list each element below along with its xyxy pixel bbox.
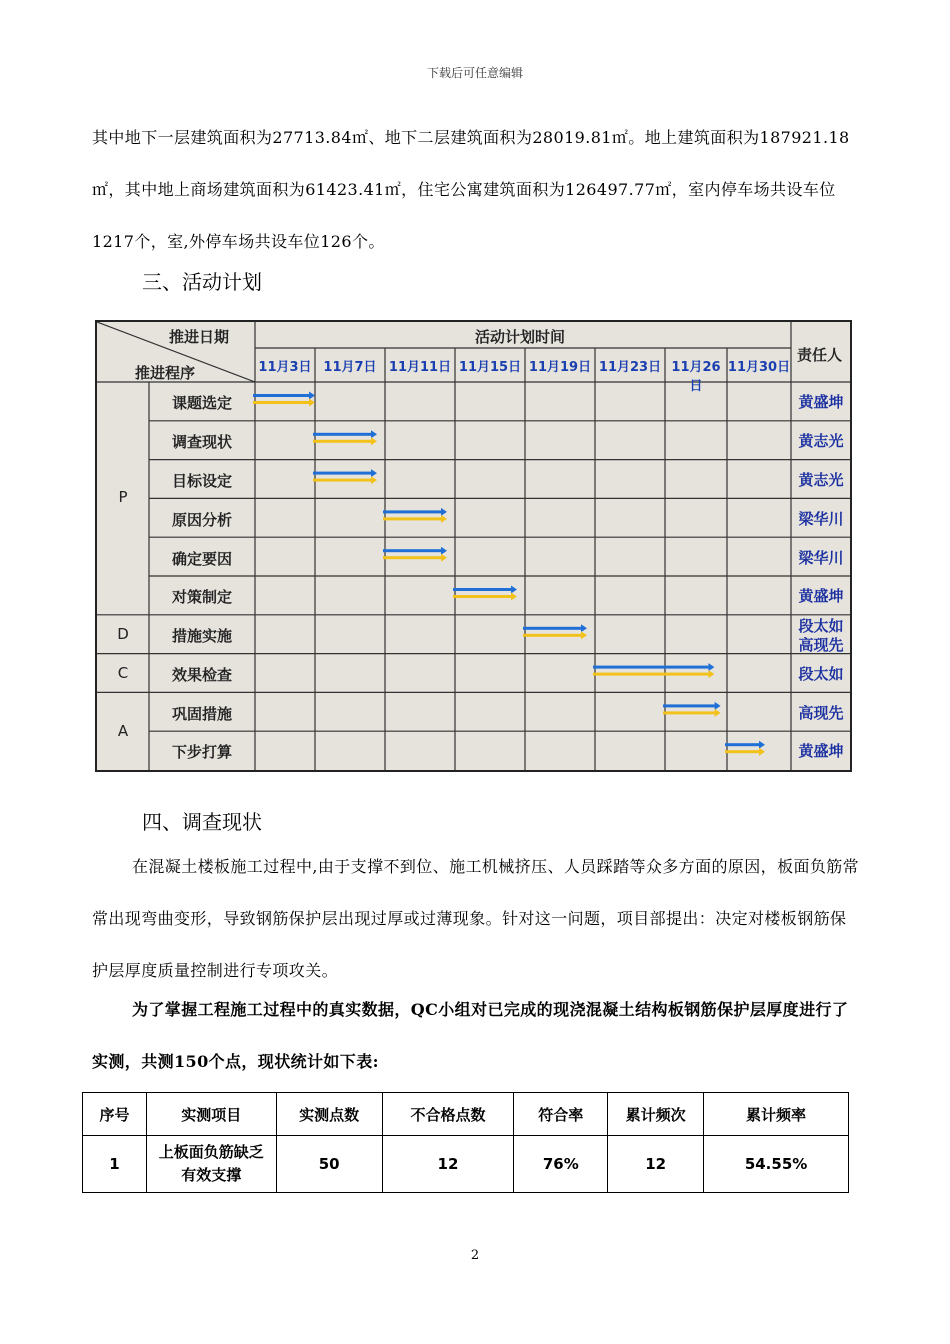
actual-bar-arrowhead <box>759 748 765 756</box>
plan-bar <box>313 472 371 475</box>
table-cell: 上板面负筋缺乏有效支撑 <box>146 1136 276 1193</box>
actual-bar-arrowhead <box>309 399 315 407</box>
table-header-cell: 实测项目 <box>146 1093 276 1136</box>
phase-d: D <box>117 625 129 643</box>
owner-name: 高现先 <box>798 636 844 654</box>
corner-top-label: 推进日期 <box>169 328 230 346</box>
table-header-cell: 符合率 <box>514 1093 608 1136</box>
task-label: 对策制定 <box>171 588 232 606</box>
plan-bar <box>453 588 511 591</box>
phase-c: C <box>117 664 129 682</box>
owner-name: 黄盛坤 <box>798 742 844 760</box>
task-label: 目标设定 <box>171 472 232 490</box>
task-label: 下步打算 <box>171 743 232 761</box>
date-header: 11月7日 <box>323 360 377 375</box>
owner-name: 段太如 <box>798 617 844 635</box>
actual-bar-arrowhead <box>441 554 447 562</box>
owner-name: 黄志光 <box>798 432 844 450</box>
table-header-cell: 序号 <box>83 1093 147 1136</box>
phase-p: P <box>118 488 128 506</box>
plan-bar-arrowhead <box>759 741 765 749</box>
actual-bar-arrowhead <box>371 476 377 484</box>
date-header: 11月15日 <box>458 360 522 375</box>
paragraph-2: 在混凝土楼板施工过程中,由于支撑不到位、施工机械挤压、人员踩踏等众多方面的原因，板面负筋常常出现弯曲变形，导致钢筋保护层出现过厚或过薄现象。针对这一问题，项目部提出：决定对楼板钢筋保护层厚度质量控制进行专项攻关。 <box>92 857 860 980</box>
task-label: 课题选定 <box>171 394 232 412</box>
owner-name: 黄盛坤 <box>798 587 844 605</box>
actual-bar <box>383 556 441 559</box>
table-cell: 12 <box>608 1136 704 1193</box>
plan-bar <box>523 627 581 630</box>
owner-name: 黄盛坤 <box>798 393 844 411</box>
owner-name: 段太如 <box>798 665 844 683</box>
section3-title: 三、活动计划 <box>142 270 262 294</box>
actual-bar <box>593 673 708 676</box>
date-header: 11月19日 <box>528 360 592 375</box>
task-label: 巩固措施 <box>171 705 232 723</box>
plan-bar-arrowhead <box>581 624 587 632</box>
actual-bar-arrowhead <box>715 709 721 717</box>
actual-bar <box>313 479 371 482</box>
table-cell: 50 <box>276 1136 382 1193</box>
actual-bar <box>725 750 759 753</box>
actual-bar <box>383 517 441 520</box>
date-header: 11月11日 <box>388 360 452 375</box>
intro-paragraph: 其中地下一层建筑面积为27713.84㎡、地下二层建筑面积为28019.81㎡。地上建筑面积为187921.18㎡，其中地上商场建筑面积为61423.41㎡，住宅公寓建筑面积为126497.77㎡，室内停车场共设车位1217个，室,外停车场共设车位126个。 <box>92 128 850 251</box>
table-header-row <box>83 1093 849 1136</box>
time-header: 活动计划时间 <box>475 328 566 346</box>
plan-bar <box>663 704 715 707</box>
owner-name: 高现先 <box>798 704 844 722</box>
actual-bar <box>453 595 511 598</box>
actual-bar-arrowhead <box>511 593 517 601</box>
task-label: 调查现状 <box>171 433 232 451</box>
page-header: 下载后可任意编辑 <box>426 66 523 80</box>
table-header-cell: 实测点数 <box>276 1093 382 1136</box>
task-label: 确定要因 <box>171 550 232 568</box>
plan-bar-arrowhead <box>309 392 315 400</box>
phase-a: A <box>117 722 129 740</box>
date-header: 11月23日 <box>598 360 662 375</box>
section4-title: 四、调查现状 <box>142 810 262 834</box>
plan-bar-arrowhead <box>371 430 377 438</box>
plan-bar <box>725 743 759 746</box>
actual-bar-arrowhead <box>371 437 377 445</box>
table-header-cell: 累计频率 <box>704 1093 849 1136</box>
plan-bar <box>253 394 309 397</box>
paragraph-3: 为了掌握工程施工过程中的真实数据，QC小组对已完成的现浇混凝土结构板钢筋保护层厚度进行了实测，共测150个点，现状统计如下表: <box>92 1000 849 1071</box>
status-table <box>82 1092 849 1193</box>
table-cell: 1 <box>83 1136 147 1193</box>
actual-bar <box>523 634 581 637</box>
plan-bar-arrowhead <box>715 702 721 710</box>
plan-bar <box>593 666 708 669</box>
page-number: 2 <box>470 1248 480 1263</box>
plan-bar <box>313 433 371 436</box>
plan-bar-arrowhead <box>708 663 714 671</box>
table-row <box>83 1136 849 1193</box>
owner-name: 黄志光 <box>798 471 844 489</box>
task-label: 措施实施 <box>171 627 232 645</box>
table-cell: 76% <box>514 1136 608 1193</box>
plan-bar-arrowhead <box>441 508 447 516</box>
task-label: 效果检查 <box>171 666 232 684</box>
table-cell: 54.55% <box>704 1136 849 1193</box>
plan-bar-arrowhead <box>441 547 447 555</box>
task-label: 原因分析 <box>171 511 232 529</box>
owner-header: 责任人 <box>797 346 843 364</box>
corner-bottom-label: 推进程序 <box>135 364 196 382</box>
date-header: 11月30日 <box>727 360 791 375</box>
plan-bar <box>383 549 441 552</box>
actual-bar <box>663 711 715 714</box>
actual-bar <box>253 401 309 404</box>
actual-bar-arrowhead <box>581 631 587 639</box>
actual-bar-arrowhead <box>708 670 714 678</box>
owner-name: 梁华川 <box>798 510 844 528</box>
activity-plan-chart <box>95 320 852 772</box>
plan-bar-arrowhead <box>511 586 517 594</box>
date-header: 11月3日 <box>258 360 312 375</box>
actual-bar-arrowhead <box>441 515 447 523</box>
plan-bar <box>383 510 441 513</box>
table-header-cell: 不合格点数 <box>382 1093 514 1136</box>
table-cell: 12 <box>382 1136 514 1193</box>
plan-bar-arrowhead <box>371 469 377 477</box>
owner-name: 梁华川 <box>798 549 844 567</box>
date-header: 11月26日 <box>671 360 721 394</box>
table-header-cell: 累计频次 <box>608 1093 704 1136</box>
actual-bar <box>313 440 371 443</box>
